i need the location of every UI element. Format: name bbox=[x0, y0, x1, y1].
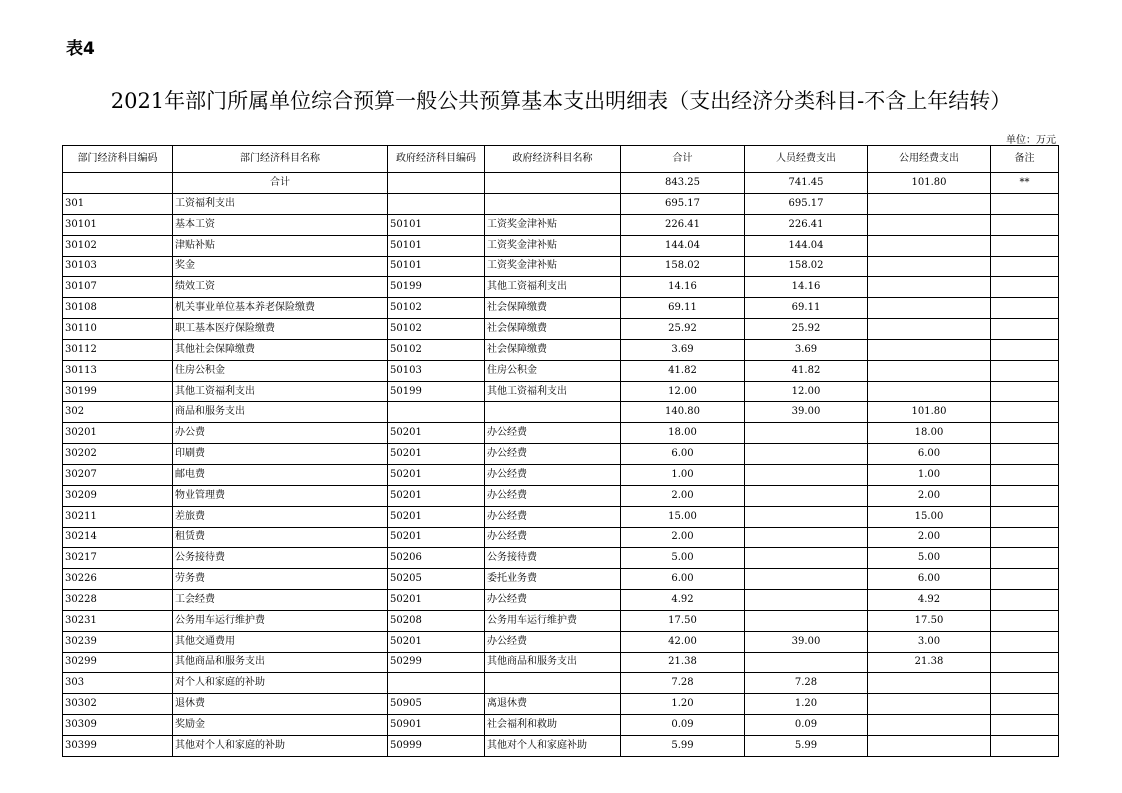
public-cell bbox=[868, 277, 991, 298]
total-gname-cell bbox=[485, 173, 621, 194]
public-cell: 4.92 bbox=[868, 590, 991, 611]
personnel-cell bbox=[745, 652, 868, 673]
total-cell: 6.00 bbox=[621, 569, 745, 590]
code-cell: 30214 bbox=[63, 527, 173, 548]
gov-code-cell: 50299 bbox=[388, 652, 485, 673]
personnel-cell bbox=[745, 485, 868, 506]
total-code-cell bbox=[63, 173, 173, 194]
name-cell: 住房公积金 bbox=[173, 360, 388, 381]
gov-code-cell: 50201 bbox=[388, 444, 485, 465]
header-cell: 部门经济科目编码 bbox=[63, 146, 173, 173]
personnel-cell bbox=[745, 569, 868, 590]
gov-code-cell: 50901 bbox=[388, 715, 485, 736]
gov-code-cell: 50101 bbox=[388, 256, 485, 277]
public-cell: 6.00 bbox=[868, 444, 991, 465]
table-row bbox=[63, 256, 1059, 277]
code-cell: 301 bbox=[63, 194, 173, 215]
code-cell: 30199 bbox=[63, 381, 173, 402]
name-cell: 奖金 bbox=[173, 256, 388, 277]
personnel-cell bbox=[745, 423, 868, 444]
total-cell: 15.00 bbox=[621, 506, 745, 527]
personnel-cell: 0.09 bbox=[745, 715, 868, 736]
header-cell: 政府经济科目编码 bbox=[388, 146, 485, 173]
gov-name-cell: 委托业务费 bbox=[485, 569, 621, 590]
total-cell: 158.02 bbox=[621, 256, 745, 277]
table-row bbox=[63, 214, 1059, 235]
total-cell: 12.00 bbox=[621, 381, 745, 402]
name-cell: 退休费 bbox=[173, 694, 388, 715]
note-cell bbox=[991, 673, 1059, 694]
total-cell: 69.11 bbox=[621, 298, 745, 319]
gov-name-cell: 公务用车运行维护费 bbox=[485, 610, 621, 631]
note-cell bbox=[991, 464, 1059, 485]
gov-code-cell: 50103 bbox=[388, 360, 485, 381]
gov-name-cell: 其他工资福利支出 bbox=[485, 277, 621, 298]
name-cell: 差旅费 bbox=[173, 506, 388, 527]
gov-code-cell: 50206 bbox=[388, 548, 485, 569]
gov-name-cell: 工资奖金津补贴 bbox=[485, 256, 621, 277]
code-cell: 30112 bbox=[63, 339, 173, 360]
public-cell: 5.00 bbox=[868, 548, 991, 569]
gov-code-cell bbox=[388, 402, 485, 423]
total-amount: 843.25 bbox=[621, 173, 745, 194]
table-row bbox=[63, 715, 1059, 736]
personnel-cell bbox=[745, 506, 868, 527]
name-cell: 办公费 bbox=[173, 423, 388, 444]
public-cell: 15.00 bbox=[868, 506, 991, 527]
name-cell: 其他工资福利支出 bbox=[173, 381, 388, 402]
total-cell: 1.00 bbox=[621, 464, 745, 485]
gov-name-cell bbox=[485, 194, 621, 215]
budget-table bbox=[62, 145, 1059, 757]
personnel-cell bbox=[745, 527, 868, 548]
note-cell bbox=[991, 360, 1059, 381]
note-cell bbox=[991, 631, 1059, 652]
personnel-cell: 3.69 bbox=[745, 339, 868, 360]
total-cell: 17.50 bbox=[621, 610, 745, 631]
name-cell: 机关事业单位基本养老保险缴费 bbox=[173, 298, 388, 319]
category-row bbox=[63, 194, 1059, 215]
code-cell: 30231 bbox=[63, 610, 173, 631]
code-cell: 30103 bbox=[63, 256, 173, 277]
note-cell bbox=[991, 444, 1059, 465]
gov-name-cell: 其他对个人和家庭补助 bbox=[485, 735, 621, 756]
note-cell bbox=[991, 402, 1059, 423]
gov-code-cell: 50905 bbox=[388, 694, 485, 715]
gov-name-cell: 公务接待费 bbox=[485, 548, 621, 569]
gov-name-cell: 办公经费 bbox=[485, 423, 621, 444]
gov-name-cell bbox=[485, 402, 621, 423]
personnel-cell: 41.82 bbox=[745, 360, 868, 381]
code-cell: 30309 bbox=[63, 715, 173, 736]
name-cell: 其他对个人和家庭的补助 bbox=[173, 735, 388, 756]
name-cell: 租赁费 bbox=[173, 527, 388, 548]
total-public: 101.80 bbox=[868, 173, 991, 194]
gov-code-cell: 50102 bbox=[388, 339, 485, 360]
public-cell bbox=[868, 194, 991, 215]
name-cell: 物业管理费 bbox=[173, 485, 388, 506]
code-cell: 303 bbox=[63, 673, 173, 694]
name-cell: 其他商品和服务支出 bbox=[173, 652, 388, 673]
code-cell: 30110 bbox=[63, 319, 173, 340]
name-cell: 职工基本医疗保险缴费 bbox=[173, 319, 388, 340]
code-cell: 30209 bbox=[63, 485, 173, 506]
gov-code-cell: 50101 bbox=[388, 235, 485, 256]
personnel-cell bbox=[745, 444, 868, 465]
total-cell: 695.17 bbox=[621, 194, 745, 215]
name-cell: 印刷费 bbox=[173, 444, 388, 465]
gov-name-cell: 办公经费 bbox=[485, 527, 621, 548]
table-row bbox=[63, 464, 1059, 485]
name-cell: 工会经费 bbox=[173, 590, 388, 611]
public-cell: 21.38 bbox=[868, 652, 991, 673]
note-cell bbox=[991, 339, 1059, 360]
total-cell: 4.92 bbox=[621, 590, 745, 611]
gov-name-cell bbox=[485, 673, 621, 694]
table-row bbox=[63, 569, 1059, 590]
note-cell bbox=[991, 506, 1059, 527]
personnel-cell: 144.04 bbox=[745, 235, 868, 256]
gov-name-cell: 办公经费 bbox=[485, 590, 621, 611]
gov-code-cell: 50205 bbox=[388, 569, 485, 590]
total-cell: 18.00 bbox=[621, 423, 745, 444]
personnel-cell: 69.11 bbox=[745, 298, 868, 319]
personnel-cell: 1.20 bbox=[745, 694, 868, 715]
gov-code-cell: 50201 bbox=[388, 423, 485, 444]
public-cell bbox=[868, 339, 991, 360]
public-cell: 1.00 bbox=[868, 464, 991, 485]
table-row bbox=[63, 527, 1059, 548]
header-row bbox=[63, 146, 1059, 173]
table-row bbox=[63, 277, 1059, 298]
name-cell: 公务接待费 bbox=[173, 548, 388, 569]
page-title: 2021年部门所属单位综合预算一般公共预算基本支出明细表（支出经济分类科目-不含上年结转） bbox=[110, 89, 1012, 113]
total-cell: 21.38 bbox=[621, 652, 745, 673]
gov-name-cell: 工资奖金津补贴 bbox=[485, 214, 621, 235]
code-cell: 30102 bbox=[63, 235, 173, 256]
gov-name-cell: 社会保障缴费 bbox=[485, 339, 621, 360]
personnel-cell bbox=[745, 464, 868, 485]
note-cell bbox=[991, 652, 1059, 673]
table-row bbox=[63, 319, 1059, 340]
note-cell bbox=[991, 256, 1059, 277]
note-cell bbox=[991, 194, 1059, 215]
gov-code-cell: 50101 bbox=[388, 214, 485, 235]
note-cell bbox=[991, 715, 1059, 736]
code-cell: 30201 bbox=[63, 423, 173, 444]
name-cell: 劳务费 bbox=[173, 569, 388, 590]
note-cell bbox=[991, 694, 1059, 715]
code-cell: 30239 bbox=[63, 631, 173, 652]
total-cell: 25.92 bbox=[621, 319, 745, 340]
personnel-cell: 25.92 bbox=[745, 319, 868, 340]
public-cell: 17.50 bbox=[868, 610, 991, 631]
public-cell bbox=[868, 256, 991, 277]
name-cell: 绩效工资 bbox=[173, 277, 388, 298]
gov-code-cell bbox=[388, 194, 485, 215]
code-cell: 30399 bbox=[63, 735, 173, 756]
table-row bbox=[63, 590, 1059, 611]
note-cell bbox=[991, 485, 1059, 506]
header-cell: 部门经济科目名称 bbox=[173, 146, 388, 173]
gov-code-cell: 50199 bbox=[388, 277, 485, 298]
public-cell bbox=[868, 235, 991, 256]
gov-name-cell: 其他商品和服务支出 bbox=[485, 652, 621, 673]
name-cell: 其他交通费用 bbox=[173, 631, 388, 652]
note-cell bbox=[991, 214, 1059, 235]
total-row bbox=[63, 173, 1059, 194]
name-cell: 工资福利支出 bbox=[173, 194, 388, 215]
total-personnel: 741.45 bbox=[745, 173, 868, 194]
gov-code-cell bbox=[388, 673, 485, 694]
gov-name-cell: 社会福利和救助 bbox=[485, 715, 621, 736]
personnel-cell: 695.17 bbox=[745, 194, 868, 215]
gov-name-cell: 办公经费 bbox=[485, 631, 621, 652]
code-cell: 30202 bbox=[63, 444, 173, 465]
total-cell: 14.16 bbox=[621, 277, 745, 298]
total-cell: 5.00 bbox=[621, 548, 745, 569]
public-cell: 2.00 bbox=[868, 527, 991, 548]
gov-code-cell: 50201 bbox=[388, 631, 485, 652]
name-cell: 其他社会保障缴费 bbox=[173, 339, 388, 360]
personnel-cell bbox=[745, 590, 868, 611]
table-row bbox=[63, 485, 1059, 506]
note-cell bbox=[991, 610, 1059, 631]
gov-code-cell: 50999 bbox=[388, 735, 485, 756]
note-cell bbox=[991, 319, 1059, 340]
table-row bbox=[63, 548, 1059, 569]
gov-code-cell: 50199 bbox=[388, 381, 485, 402]
total-cell: 2.00 bbox=[621, 527, 745, 548]
personnel-cell: 39.00 bbox=[745, 402, 868, 423]
code-cell: 30107 bbox=[63, 277, 173, 298]
public-cell: 101.80 bbox=[868, 402, 991, 423]
gov-name-cell: 办公经费 bbox=[485, 485, 621, 506]
code-cell: 30226 bbox=[63, 569, 173, 590]
table-row bbox=[63, 360, 1059, 381]
note-cell bbox=[991, 235, 1059, 256]
gov-code-cell: 50201 bbox=[388, 485, 485, 506]
gov-code-cell: 50201 bbox=[388, 590, 485, 611]
table-row bbox=[63, 444, 1059, 465]
public-cell: 6.00 bbox=[868, 569, 991, 590]
note-cell bbox=[991, 298, 1059, 319]
public-cell: 3.00 bbox=[868, 631, 991, 652]
code-cell: 30302 bbox=[63, 694, 173, 715]
gov-name-cell: 住房公积金 bbox=[485, 360, 621, 381]
personnel-cell: 39.00 bbox=[745, 631, 868, 652]
gov-name-cell: 其他工资福利支出 bbox=[485, 381, 621, 402]
total-note: ** bbox=[991, 173, 1059, 194]
name-cell: 邮电费 bbox=[173, 464, 388, 485]
gov-code-cell: 50102 bbox=[388, 298, 485, 319]
total-cell: 144.04 bbox=[621, 235, 745, 256]
personnel-cell: 226.41 bbox=[745, 214, 868, 235]
public-cell bbox=[868, 381, 991, 402]
header-cell: 合计 bbox=[621, 146, 745, 173]
gov-name-cell: 社会保障缴费 bbox=[485, 298, 621, 319]
public-cell bbox=[868, 214, 991, 235]
note-cell bbox=[991, 569, 1059, 590]
personnel-cell bbox=[745, 548, 868, 569]
public-cell bbox=[868, 673, 991, 694]
table-label: 表4 bbox=[66, 39, 95, 59]
header-cell: 备注 bbox=[991, 146, 1059, 173]
gov-name-cell: 办公经费 bbox=[485, 506, 621, 527]
total-cell: 7.28 bbox=[621, 673, 745, 694]
total-cell: 1.20 bbox=[621, 694, 745, 715]
public-cell bbox=[868, 735, 991, 756]
personnel-cell: 158.02 bbox=[745, 256, 868, 277]
table-row bbox=[63, 652, 1059, 673]
gov-name-cell: 办公经费 bbox=[485, 464, 621, 485]
total-cell: 140.80 bbox=[621, 402, 745, 423]
category-row bbox=[63, 402, 1059, 423]
public-cell bbox=[868, 694, 991, 715]
total-cell: 3.69 bbox=[621, 339, 745, 360]
total-cell: 41.82 bbox=[621, 360, 745, 381]
gov-name-cell: 社会保障缴费 bbox=[485, 319, 621, 340]
name-cell: 津贴补贴 bbox=[173, 235, 388, 256]
total-cell: 5.99 bbox=[621, 735, 745, 756]
table-row bbox=[63, 423, 1059, 444]
note-cell bbox=[991, 381, 1059, 402]
name-cell: 公务用车运行维护费 bbox=[173, 610, 388, 631]
total-cell: 42.00 bbox=[621, 631, 745, 652]
name-cell: 商品和服务支出 bbox=[173, 402, 388, 423]
public-cell: 18.00 bbox=[868, 423, 991, 444]
gov-name-cell: 离退休费 bbox=[485, 694, 621, 715]
personnel-cell: 14.16 bbox=[745, 277, 868, 298]
public-cell bbox=[868, 360, 991, 381]
table-row bbox=[63, 694, 1059, 715]
table-row bbox=[63, 506, 1059, 527]
name-cell: 对个人和家庭的补助 bbox=[173, 673, 388, 694]
code-cell: 30217 bbox=[63, 548, 173, 569]
code-cell: 30101 bbox=[63, 214, 173, 235]
gov-name-cell: 办公经费 bbox=[485, 444, 621, 465]
note-cell bbox=[991, 590, 1059, 611]
total-cell: 6.00 bbox=[621, 444, 745, 465]
total-cell: 2.00 bbox=[621, 485, 745, 506]
gov-code-cell: 50201 bbox=[388, 464, 485, 485]
total-cell: 0.09 bbox=[621, 715, 745, 736]
gov-code-cell: 50208 bbox=[388, 610, 485, 631]
public-cell bbox=[868, 298, 991, 319]
header-cell: 政府经济科目名称 bbox=[485, 146, 621, 173]
code-cell: 30211 bbox=[63, 506, 173, 527]
table-row bbox=[63, 631, 1059, 652]
gov-code-cell: 50201 bbox=[388, 506, 485, 527]
total-gcode-cell bbox=[388, 173, 485, 194]
table-row bbox=[63, 298, 1059, 319]
note-cell bbox=[991, 423, 1059, 444]
public-cell bbox=[868, 715, 991, 736]
personnel-cell: 12.00 bbox=[745, 381, 868, 402]
public-cell: 2.00 bbox=[868, 485, 991, 506]
table-row bbox=[63, 381, 1059, 402]
gov-name-cell: 工资奖金津补贴 bbox=[485, 235, 621, 256]
table-row bbox=[63, 610, 1059, 631]
personnel-cell: 5.99 bbox=[745, 735, 868, 756]
table-row bbox=[63, 235, 1059, 256]
table-row bbox=[63, 735, 1059, 756]
code-cell: 30207 bbox=[63, 464, 173, 485]
note-cell bbox=[991, 277, 1059, 298]
personnel-cell: 7.28 bbox=[745, 673, 868, 694]
code-cell: 30299 bbox=[63, 652, 173, 673]
public-cell bbox=[868, 319, 991, 340]
code-cell: 30113 bbox=[63, 360, 173, 381]
unit-label: 单位：万元 bbox=[1006, 135, 1056, 146]
name-cell: 基本工资 bbox=[173, 214, 388, 235]
gov-code-cell: 50201 bbox=[388, 527, 485, 548]
total-label: 合计 bbox=[173, 173, 388, 194]
name-cell: 奖励金 bbox=[173, 715, 388, 736]
code-cell: 30228 bbox=[63, 590, 173, 611]
gov-code-cell: 50102 bbox=[388, 319, 485, 340]
header-cell: 公用经费支出 bbox=[868, 146, 991, 173]
personnel-cell bbox=[745, 610, 868, 631]
code-cell: 302 bbox=[63, 402, 173, 423]
note-cell bbox=[991, 548, 1059, 569]
note-cell bbox=[991, 735, 1059, 756]
code-cell: 30108 bbox=[63, 298, 173, 319]
total-cell: 226.41 bbox=[621, 214, 745, 235]
note-cell bbox=[991, 527, 1059, 548]
category-row bbox=[63, 673, 1059, 694]
header-cell: 人员经费支出 bbox=[745, 146, 868, 173]
table-row bbox=[63, 339, 1059, 360]
